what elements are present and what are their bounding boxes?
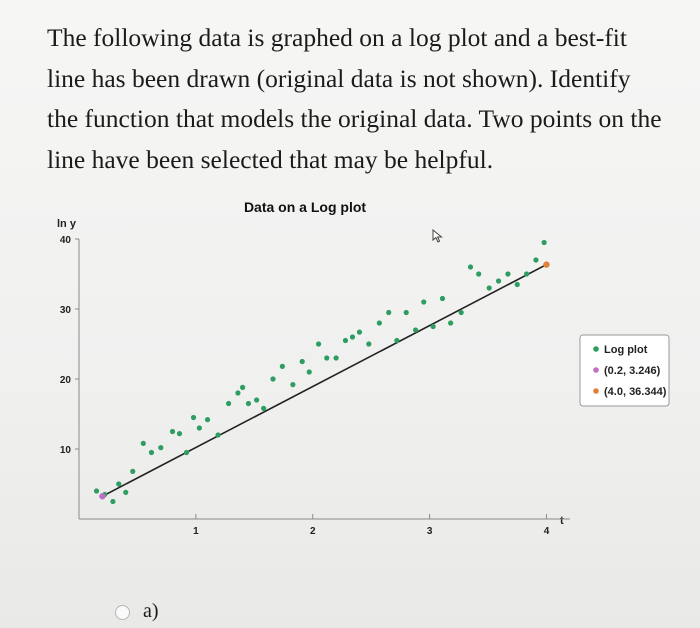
y-tick-label-20: 20	[59, 375, 71, 386]
data-point	[177, 431, 182, 436]
x-tick-label-3: 3	[426, 526, 433, 537]
data-point	[280, 364, 285, 369]
data-point	[141, 441, 146, 446]
data-point	[130, 469, 135, 474]
data-point	[505, 271, 510, 276]
y-tick-label-30: 30	[59, 305, 71, 316]
legend-label-log-plot: Log plot	[604, 344, 648, 356]
x-axis-label: t	[560, 515, 564, 527]
radio-button-icon[interactable]	[115, 605, 130, 620]
x-tick-label-4: 4	[543, 526, 550, 537]
legend-marker-point-1	[593, 367, 599, 373]
data-point	[149, 450, 154, 455]
data-point	[431, 324, 436, 329]
data-point	[350, 334, 355, 339]
answer-option-a[interactable]	[115, 600, 159, 623]
data-point	[246, 401, 251, 406]
data-point	[366, 341, 371, 346]
data-point	[334, 355, 339, 360]
data-point	[487, 285, 492, 290]
data-point	[448, 320, 453, 325]
data-point	[205, 417, 210, 422]
data-point	[215, 432, 220, 437]
data-point	[226, 401, 231, 406]
data-point	[235, 390, 240, 395]
data-point	[542, 240, 547, 245]
data-point	[413, 327, 418, 332]
data-point	[394, 338, 399, 343]
data-point	[300, 359, 305, 364]
chart-title: Data on a Log plot	[243, 199, 367, 215]
data-point	[468, 264, 473, 269]
answer-option-label: a)	[143, 600, 159, 622]
data-point	[421, 299, 426, 304]
data-point	[324, 355, 329, 360]
x-tick-label-1: 1	[193, 526, 199, 537]
fit-line-group	[102, 265, 546, 497]
data-point	[158, 445, 163, 450]
data-point	[515, 282, 520, 287]
best-fit-line	[102, 265, 546, 497]
data-point	[316, 341, 321, 346]
question-line-4: line have been selected that may be helpful.	[47, 144, 494, 174]
y-axis-label: ln y	[57, 218, 76, 230]
selected-point-1	[99, 493, 105, 499]
data-point	[357, 330, 362, 335]
data-point	[459, 310, 464, 315]
data-point	[524, 271, 529, 276]
data-point	[270, 376, 275, 381]
y-tick-label-40: 40	[59, 235, 71, 246]
y-tick-label-10: 10	[59, 445, 71, 456]
legend	[580, 335, 669, 406]
legend-label-point-2: (4.0, 36.344)	[604, 386, 667, 398]
data-point	[254, 397, 259, 402]
data-point	[191, 415, 196, 420]
data-point	[184, 450, 189, 455]
data-point	[476, 271, 481, 276]
data-point	[170, 429, 175, 434]
data-point	[404, 310, 409, 315]
data-point	[343, 338, 348, 343]
data-point	[94, 488, 99, 493]
selected-point-2	[543, 261, 549, 267]
question-line-3: the function that models the original data. Two points on the	[47, 104, 662, 133]
legend-label-point-1: (0.2, 3.246)	[604, 365, 661, 377]
data-point	[261, 406, 266, 411]
data-point	[440, 296, 445, 301]
data-point	[116, 481, 121, 486]
data-point	[240, 385, 245, 390]
data-point	[110, 499, 115, 504]
data-point	[123, 490, 128, 495]
question-line-2: line has been drawn (original data is not shown). Identify	[47, 63, 631, 93]
data-point	[496, 278, 501, 283]
data-point	[290, 382, 295, 387]
data-point	[533, 257, 538, 262]
data-point	[197, 425, 202, 430]
data-point	[386, 310, 391, 315]
question-line-1: The following data is graphed on a log plot and a best-fit	[47, 23, 627, 52]
mouse-pointer-icon	[431, 229, 445, 243]
legend-marker-point-2	[593, 388, 599, 394]
x-tick-label-2: 2	[309, 526, 316, 537]
data-point	[307, 369, 312, 374]
legend-marker-log-plot	[593, 346, 599, 352]
data-point	[377, 320, 382, 325]
